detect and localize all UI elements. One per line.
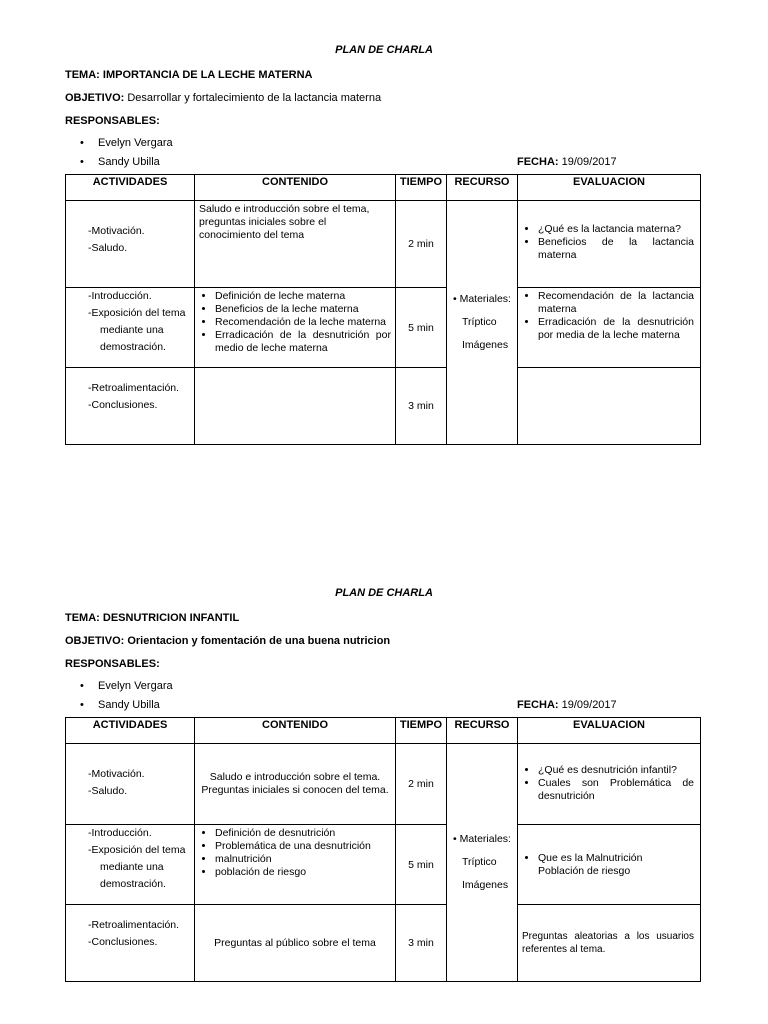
actividades-cell: -Motivación. -Saludo. (66, 744, 195, 825)
objetivo-line (65, 92, 381, 104)
contenido-cell: Saludo e introducción sobre el tema. Preguntas iniciales si conocen del tema. (195, 744, 396, 825)
objetivo-label: OBJETIVO: (65, 92, 128, 104)
fecha-value: 19/09/2017 (561, 156, 617, 168)
tiempo-cell: 2 min (396, 201, 447, 288)
recurso-cell: • Materiales: Tríptico Imágenes (447, 744, 518, 982)
responsable-item: • Evelyn Vergara (80, 680, 173, 692)
bullet-icon: • (453, 833, 460, 845)
recurso-cell: • Materiales: Tríptico Imágenes (447, 201, 518, 445)
header-recurso: RECURSO (447, 175, 518, 201)
tiempo-cell: 5 min (396, 288, 447, 368)
table-row (66, 368, 701, 445)
table-row (66, 201, 701, 288)
bullet-icon: • (80, 699, 84, 711)
table-header-row (66, 718, 701, 744)
actividades-cell: -Introducción. -Exposición del tema mediante una demostración. (66, 288, 195, 368)
tema-value: IMPORTANCIA DE LA LECHE MATERNA (102, 69, 313, 81)
tiempo-cell: 2 min (396, 744, 447, 825)
table-row (66, 288, 701, 368)
responsables-label: RESPONSABLES: (65, 115, 160, 127)
table-row (66, 905, 701, 982)
header-evaluacion: EVALUACION (518, 175, 701, 201)
fecha-value: 19/09/2017 (561, 699, 617, 711)
contenido-cell: Preguntas al público sobre el tema (195, 905, 396, 982)
contenido-cell: • Definición de leche materna • Beneficios de la leche materna • Recomendación de la leche materna • Erradicación de la desnutrición por medio de leche materna (195, 288, 396, 368)
header-actividades: ACTIVIDADES (66, 175, 195, 201)
tema-label: TEMA: (65, 69, 103, 81)
contenido-cell (195, 368, 396, 445)
tiempo-cell: 5 min (396, 825, 447, 905)
evaluacion-cell: • ¿Qué es la lactancia materna? • Beneficios de la lactancia materna (518, 201, 701, 288)
evaluacion-cell: • ¿Qué es desnutrición infantil? • Cuales son Problemática de desnutrición (518, 744, 701, 825)
actividades-cell: -Retroalimentación. -Conclusiones. (66, 368, 195, 445)
fecha-label: FECHA: (517, 156, 562, 168)
objetivo-value: Orientacion y fomentación de una buena nutricion (127, 635, 391, 647)
actividades-cell: -Retroalimentación. -Conclusiones. (66, 905, 195, 982)
table-row (66, 825, 701, 905)
responsable-item: • Evelyn Vergara (80, 137, 173, 149)
header-actividades: ACTIVIDADES (66, 718, 195, 744)
plan-title: PLAN DE CHARLA (335, 44, 433, 56)
contenido-cell: • Definición de desnutrición • Problemática de una desnutrición • malnutrición • población de riesgo (195, 825, 396, 905)
header-evaluacion: EVALUACION (518, 718, 701, 744)
tema-line (65, 612, 239, 624)
responsables-label: RESPONSABLES: (65, 658, 160, 670)
objetivo-value: Desarrollar y fortalecimiento de la lactancia materna (127, 92, 382, 104)
plan-table (65, 174, 701, 445)
evaluacion-cell: • Que es la Malnutrición Población de riesgo (518, 825, 701, 905)
contenido-cell: Saludo e introducción sobre el tema, preguntas iniciales sobre el conocimiento del tema (195, 201, 396, 288)
table-header-row (66, 175, 701, 201)
header-recurso: RECURSO (447, 718, 518, 744)
fecha-line (517, 699, 617, 711)
plan-table (65, 717, 701, 982)
table-row (66, 744, 701, 825)
bullet-icon: • (80, 137, 84, 149)
bullet-icon: • (453, 293, 460, 305)
responsable-item: • Sandy Ubilla (80, 699, 160, 711)
objetivo-line (65, 635, 390, 647)
tema-line (65, 69, 313, 81)
fecha-line (517, 156, 617, 168)
plan-title: PLAN DE CHARLA (335, 587, 433, 599)
header-tiempo: TIEMPO (396, 718, 447, 744)
tema-label: TEMA: (65, 612, 103, 624)
objetivo-label: OBJETIVO: (65, 635, 128, 647)
header-tiempo: TIEMPO (396, 175, 447, 201)
header-contenido: CONTENIDO (195, 718, 396, 744)
actividades-cell: -Introducción. -Exposición del tema mediante una demostración. (66, 825, 195, 905)
tema-value: DESNUTRICION INFANTIL (102, 612, 240, 624)
tiempo-cell: 3 min (396, 905, 447, 982)
responsable-item: • Sandy Ubilla (80, 156, 160, 168)
fecha-label: FECHA: (517, 699, 562, 711)
header-contenido: CONTENIDO (195, 175, 396, 201)
evaluacion-cell (518, 368, 701, 445)
actividades-cell: -Motivación. -Saludo. (66, 201, 195, 288)
tiempo-cell: 3 min (396, 368, 447, 445)
evaluacion-cell: Preguntas aleatorias a los usuarios referentes al tema. (518, 905, 701, 982)
bullet-icon: • (80, 156, 84, 168)
bullet-icon: • (80, 680, 84, 692)
evaluacion-cell: • Recomendación de la lactancia materna • Erradicación de la desnutrición por media de la leche materna (518, 288, 701, 368)
